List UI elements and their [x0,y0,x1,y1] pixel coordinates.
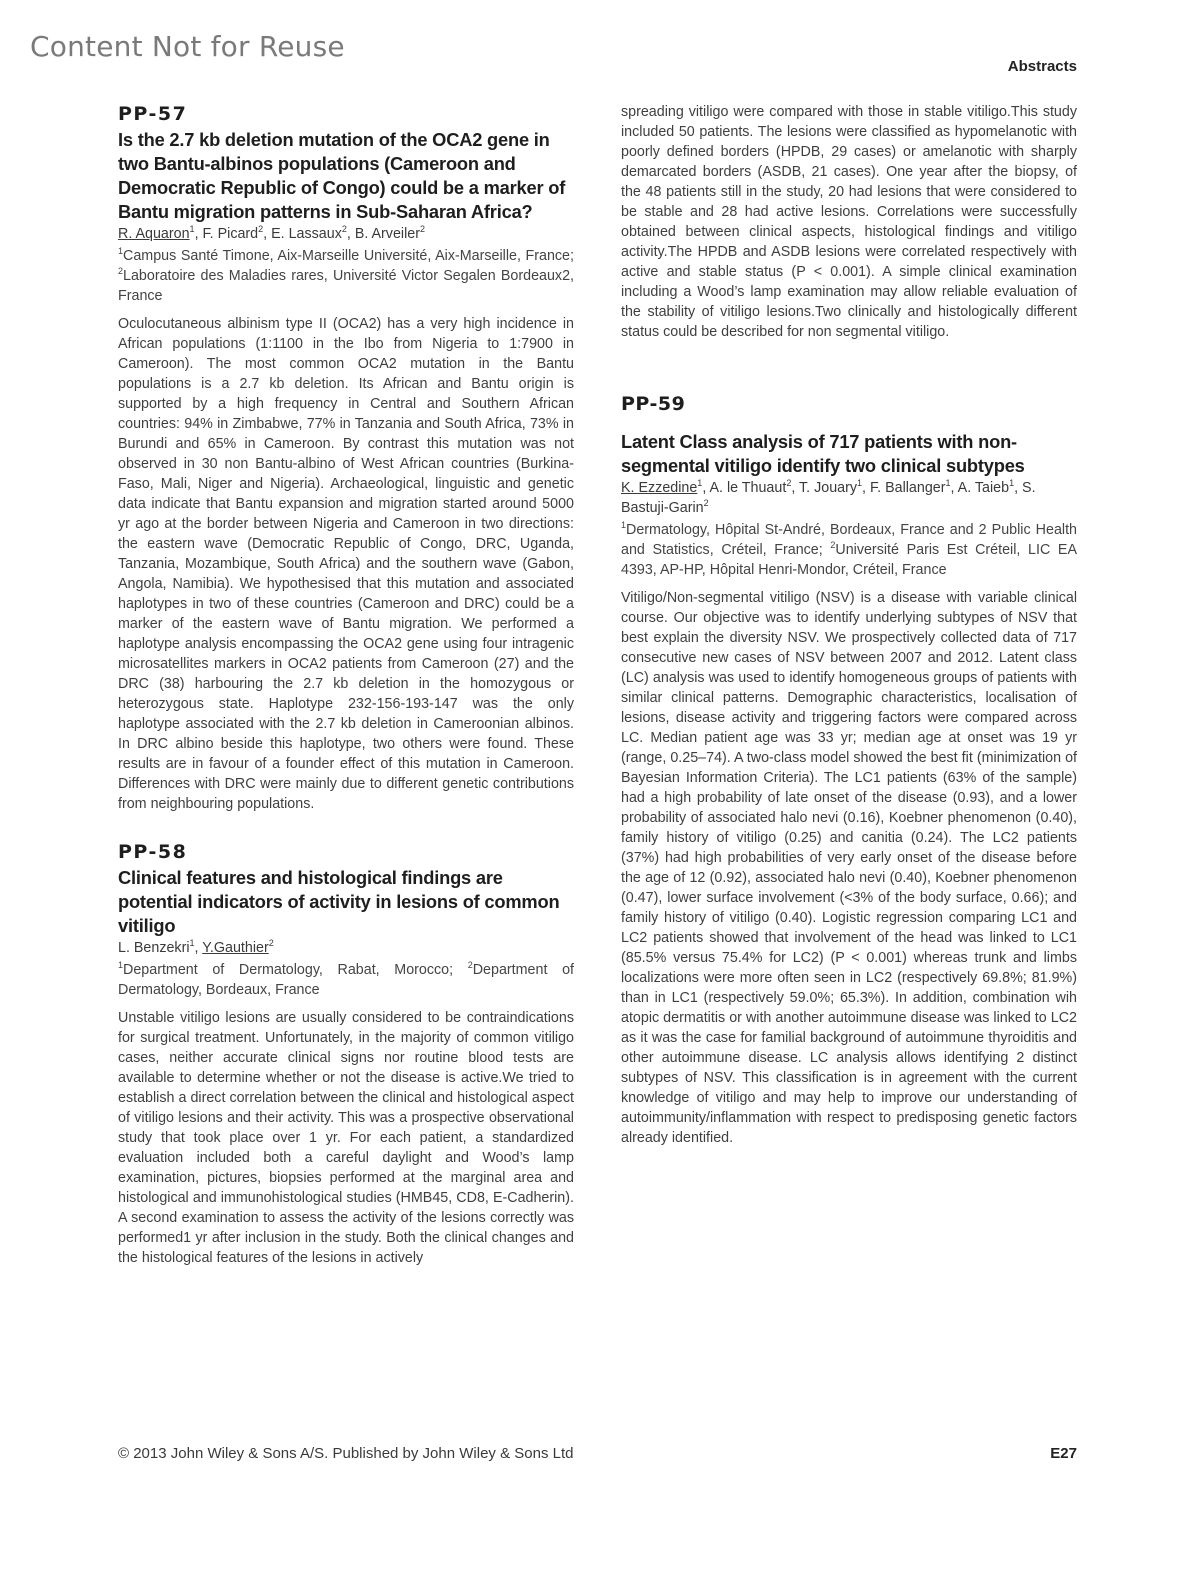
abstract-title: Latent Class analysis of 717 patients with non-segmental vitiligo identify two clinical subtypes [621,431,1025,476]
affiliation-text: Dermatology, Hôpital St-André, Bordeaux, France and 2 Public Health and Statistics, Créteil, France; [621,522,1077,558]
affiliation-mark: 2 [830,540,836,551]
author-affiliation-mark: 1 [189,938,195,949]
affiliation-text: Department of Dermatology, Rabat, Morocco; [123,962,468,978]
author-separator: , [702,480,710,496]
author-separator: , [862,480,870,496]
author-affiliation-mark: 2 [703,498,709,509]
abstract-body: Unstable vitiligo lesions are usually considered to be contraindications for surgical treatment. Unfortunately, in the majority of common vitiligo cases, neither accurate clinical signs nor routine blood tests are available to determine whether or not the disease is active.We tried to establish a direct correlation between the clinical and histological aspect of vitiligo lesions and their activity. This was a prospective observational study that took place over 1 yr. For each patient, a standardized evaluation included both a careful daylight and Wood’s lamp examination, pictures, biopsies performed at the marginal area and histological and immunohistological studies (HMB45, CD8, E-Cadherin). A second examination to assess the activity of the lesions correctly was performed1 yr after inclusion in the study. Both the clinical changes and the histological features of the lesions in actively [118,1010,574,1266]
abstract-id: PP-59 [621,393,686,415]
author-affiliation-mark: 2 [786,478,792,489]
author-name: E. Lassaux [271,226,342,242]
copyright-footer: © 2013 John Wiley & Sons A/S. Published by John Wiley & Sons Ltd [118,1445,574,1462]
affiliation-mark: 1 [118,960,124,971]
author-affiliation-mark: 1 [189,224,195,235]
abstract-pp58 [118,840,574,1268]
author-name: B. Arveiler [354,226,420,242]
presenting-author: R. Aquaron [118,226,190,242]
abstract-body: Vitiligo/Non-segmental vitiligo (NSV) is a disease with variable clinical course. Our objective was to identify underlying subtypes of NSV that best explain the diversity NSV. We prospectively collected data of 717 consecutive new cases of NSV between 2007 and 2012. Latent class (LC) analysis was used to identify homogeneous groups of patients with similar clinical patterns. Demographic characteristics, localisation of lesions, disease activity and triggering factors were compared across LC. Median patient age was 33 yr; median age at onset was 19 yr (range, 0.25–74). A two-class model showed the best fit (minimization of Bayesian Information Criteria). The LC1 patients (63% of the sample) had a high probability of late onset of the disease (0.93), and a lower probability of associated halo nevi (0.16), Koebner phenomenon (0.40), family history of vitiligo (0.25) and canitia (0.24). The LC2 patients (37%) had high probabilities of very early onset of the disease before the age of 12 (0.92), associated halo nevi (0.40), Koebner phenomenon (0.47), lower surface involvement (<3% of the body surface, 0.66); and family history of vitiligo (0.40). Logistic regression comparing LC1 and LC2 patients showed that involvement of the head was linked to LC1 (85.5% versus 75.4% for LC2) (P < 0.001) whereas trunk and limbs localizations were more often seen in LC2 (respectively 69.8%; 81.9%) than in LC1 (respectively 59.0%; 65.3%). In addition, combination wih atopic dermatitis or with another autoimmune disease was linked to LC2 as it was the case for familial background of autoimmune thyroiditis and other autoimmune disease. LC analysis allows identifying 2 distinct subtypes of NSV. This classification is in agreement with the current knowledge of vitiligo and may help to improve our understanding of autoimmunity/inflammation with respect to predisposing genetic factors already identified. [621,590,1077,1146]
author-name: L. Benzekri [118,940,190,956]
author-separator: , [346,226,355,242]
affiliation-mark: 1 [621,520,627,531]
author-separator: , [950,480,958,496]
watermark: Content Not for Reuse [30,30,345,63]
affiliation-mark: 2 [118,266,124,277]
author-affiliation-mark: 1 [857,478,863,489]
author-name: F. Picard [202,226,259,242]
author-affiliation-mark: 2 [268,938,274,949]
affiliations [118,960,574,1000]
author-affiliation-mark: 1 [945,478,951,489]
affiliations [621,520,1077,580]
author-affiliation-mark: 2 [419,224,425,235]
author-name: A. Taieb [957,480,1010,496]
affiliation-mark: 2 [467,960,473,971]
abstract-title: Clinical features and histological findings are potential indicators of activity in lesions of common vitiligo [118,867,560,936]
abstract-body: Oculocutaneous albinism type II (OCA2) has a very high incidence in African populations (1:1100 in the Ibo from Nigeria to 1:7900 in Cameroon). The most common OCA2 mutation in the Bantu populations is a 2.7 kb deletion. Its African and Bantu origin is supported by a high frequency in Central and Southern African countries: 94% in Zimbabwe, 77% in Tanzania and South Africa, 73% in Burundi and 65% in Cameroon. By contrast this mutation was not observed in 30 non Bantu-albino of West African countries (Burkina-Faso, Mali, Niger and Nigeria). Archaeological, linguistic and genetic data indicate that Bantu expansion and migration started around 5000 yr ago at the border between Nigeria and Cameroon in two directions: the eastern wave (Democratic Republic of Congo, DRC, Uganda, Tanzania, Mozambique, South Africa) and the southern wave (Gabon, Angola, Namibia). We hypothesised that this mutation and associated haplotypes in two of these countries (Cameroon and DRC) could be a marker of the eastern wave of Bantu migration. We performed a haplotype analysis encompassing the OCA2 gene using four intragenic microsatellites markers in OCA2 patients from Cameroon (27) and the DRC (38) harbouring the 2.7 kb deletion in the homozygous or heterozygous state. Haplotype 232-156-193-147 was the only haplotype associated with the 2.7 kb deletion in Cameroonian albinos. In DRC albino beside this haplotype, two others were found. These results are in favour of a founder effect of this mutation in Cameroon. Differences with DRC were mainly due to different genetic contributions from neighbouring populations. [118,316,574,812]
author-list [118,224,574,244]
author-list [621,478,1077,518]
author-affiliation-mark: 1 [697,478,703,489]
abstract-pp57 [118,102,574,814]
abstract-title: Is the 2.7 kb deletion mutation of the OCA2 gene in two Bantu-albinos populations (Cameroon and Democratic Republic of Congo) could be a marker of Bantu migration patterns in Sub-Saharan Africa? [118,129,566,222]
author-affiliation-mark: 2 [341,224,347,235]
abstract-pp59 [621,392,1077,1148]
affiliation-text: Department of Dermatology, Bordeaux, France [118,962,574,998]
affiliation-mark: 1 [118,246,124,257]
page-number: E27 [1050,1445,1077,1462]
affiliations [118,246,574,306]
author-list: L. Benzekri$^1$, Y.Gauthier$^2$ [118,938,274,956]
author-separator: , [263,226,272,242]
running-head: Abstracts [1007,58,1077,75]
affiliation-text: Université Paris Est Créteil, LIC EA 4393, AP-HP, Hôpital Henri-Mondor, Créteil, France [621,542,1077,578]
author-separator: , [1014,480,1023,496]
presenting-author: K. Ezzedine [621,480,698,496]
abstract-id: PP-57 [118,103,188,125]
author-separator: , [791,480,800,496]
abstract-id: PP-58 [118,841,188,863]
author-affiliation-mark: 2 [258,224,264,235]
author-name: A. le Thuaut [709,480,787,496]
affiliation-text: Laboratoire des Maladies rares, Université Victor Segalen Bordeaux2, France [118,268,574,304]
affiliation-text: Campus Santé Timone, Aix-Marseille Université, Aix-Marseille, France; [123,248,574,264]
author-separator: , [194,226,203,242]
author-name: T. Jouary [799,480,858,496]
author-name: S. Bastuji-Garin [621,480,1036,516]
author-affiliation-mark: 1 [1009,478,1015,489]
author-name: F. Ballanger [870,480,946,496]
abstract-body-continued: spreading vitiligo were compared with those in stable vitiligo.This study included 50 patients. The lesions were classified as hypomelanotic with poorly defined borders (HPDB, 29 cases) or amelanotic with sharply demarcated borders (ASDB, 21 cases). One year after the biopsy, of the 48 patients still in the study, 20 had lesions that were considered to be stable and 28 had active lesions. Correlations were successfully obtained between clinical aspects, histological findings and vitiligo activity.The HPDB and ASDB lesions were correlated respectively with active and stable status (P < 0.001). A simple clinical examination including a Wood’s lamp examination may allow reliable evaluation of the stability of vitiligo lesions.Two clinically and histologically different status could be described for non segmental vitiligo. [621,104,1077,340]
presenting-author: Y.Gauthier [202,940,269,956]
left-column [118,102,574,1268]
right-column [621,102,1077,1148]
